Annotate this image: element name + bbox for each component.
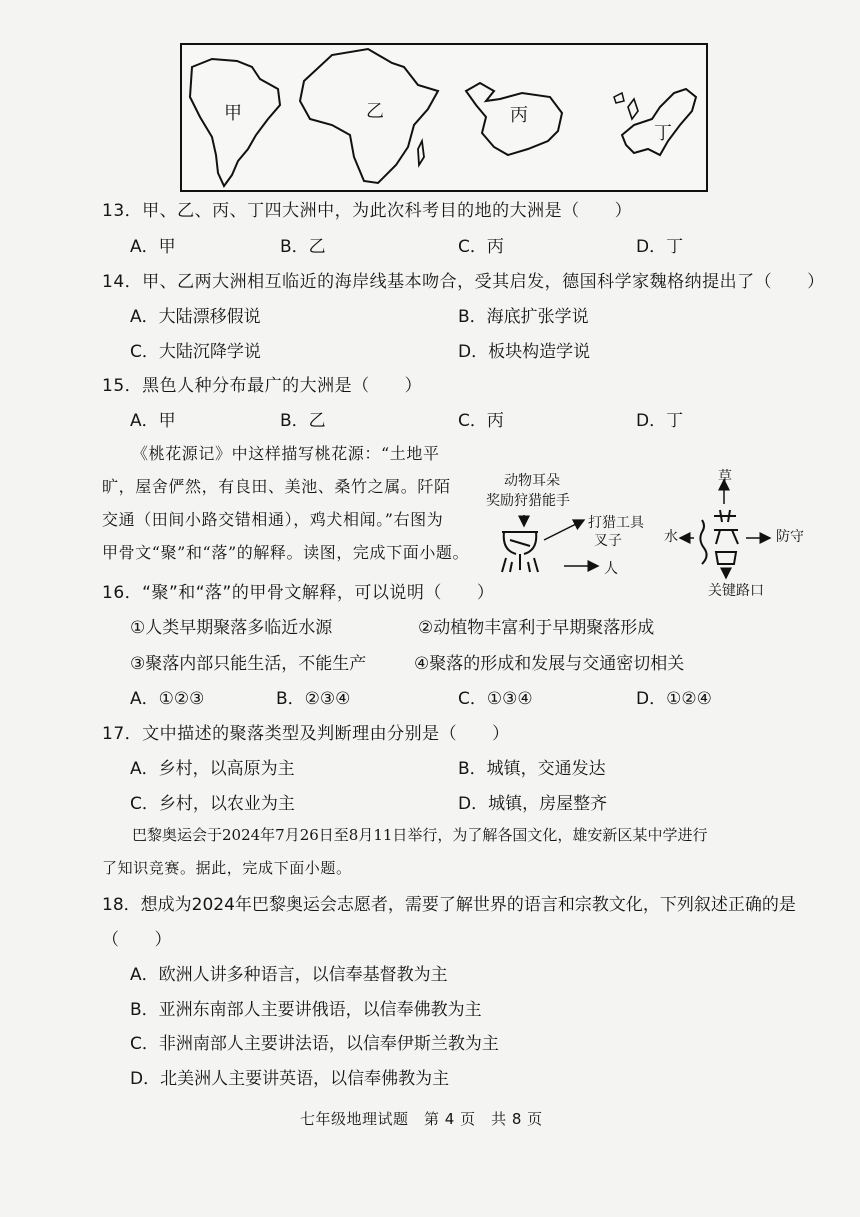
q14-option-a: A．大陆漂移假说 bbox=[130, 307, 261, 327]
q14-option-b: B．海底扩张学说 bbox=[458, 307, 589, 327]
passage2-line-1: 巴黎奥运会于2024年7月26日至8月11日举行，为了解各国文化，雄安新区某中学进行 bbox=[132, 826, 708, 844]
luo-glyph bbox=[700, 510, 738, 564]
page-footer: 七年级地理试题 第 4 页 共 8 页 bbox=[300, 1110, 543, 1128]
q13-option-d: D．丁 bbox=[636, 237, 684, 257]
fig-luo-road: 关键路口 bbox=[708, 583, 764, 599]
q15-option-c: C．丙 bbox=[458, 411, 504, 431]
q16-statement-2: ②动植物丰富利于早期聚落形成 bbox=[418, 618, 655, 638]
label-yi: 乙 bbox=[366, 101, 384, 122]
question-17-stem: 17．文中描述的聚落类型及判断理由分别是（ ） bbox=[102, 724, 510, 744]
ju-glyph bbox=[502, 532, 538, 572]
fig-luo-water: 水 bbox=[664, 529, 678, 545]
q16-option-a: A．①②③ bbox=[130, 689, 205, 709]
label-bing: 丙 bbox=[510, 105, 528, 126]
q18-option-c: C．非洲南部人主要讲法语，以信奉伊斯兰教为主 bbox=[130, 1034, 499, 1054]
passage1-line-4: 甲骨文“聚”和“落”的解释。读图，完成下面小题。 bbox=[102, 543, 470, 562]
question-18-paren: （ ） bbox=[102, 930, 172, 950]
q17-option-b: B．城镇，交通发达 bbox=[458, 759, 606, 779]
label-jia: 甲 bbox=[224, 103, 242, 124]
fig-luo-grass: 草 bbox=[718, 469, 732, 485]
q17-option-a: A．乡村，以高原为主 bbox=[130, 759, 295, 779]
question-15-stem: 15．黑色人种分布最广的大洲是（ ） bbox=[102, 376, 423, 396]
continent-map bbox=[180, 43, 708, 192]
question-18-stem: 18．想成为2024年巴黎奥运会志愿者，需要了解世界的语言和宗教文化，下列叙述正确的是 bbox=[102, 895, 796, 915]
q18-option-d: D．北美洲人主要讲英语，以信奉佛教为主 bbox=[130, 1069, 450, 1089]
q15-option-b: B．乙 bbox=[280, 411, 326, 431]
q17-option-d: D．城镇，房屋整齐 bbox=[458, 794, 608, 814]
q15-option-a: A．甲 bbox=[130, 411, 176, 431]
question-13-stem: 13．甲、乙、丙、丁四大洲中，为此次科考目的地的大洲是（ ） bbox=[102, 201, 633, 221]
passage2-line-2: 了知识竞赛。据此，完成下面小题。 bbox=[102, 859, 352, 877]
fig-ju-reward: 奖励狩猎能手 bbox=[486, 493, 570, 509]
passage1-line-2: 旷，屋舍俨然，有良田、美池、桑竹之属。阡陌 bbox=[102, 477, 451, 496]
madagascar-outline bbox=[418, 141, 424, 165]
fig-luo-defense: 防守 bbox=[776, 529, 804, 545]
q16-statement-4: ④聚落的形成和发展与交通密切相关 bbox=[414, 654, 685, 674]
q16-option-b: B．②③④ bbox=[276, 689, 351, 709]
q16-statement-1: ①人类早期聚落多临近水源 bbox=[130, 618, 333, 638]
passage1-line-3: 交通（田间小路交错相通），鸡犬相闻。”右图为 bbox=[102, 510, 444, 529]
q13-option-a: A．甲 bbox=[130, 237, 176, 257]
q18-option-b: B．亚洲东南部人主要讲俄语，以信奉佛教为主 bbox=[130, 1000, 482, 1020]
q15-option-d: D．丁 bbox=[636, 411, 684, 431]
question-16-stem: 16．“聚”和“落”的甲骨文解释，可以说明（ ） bbox=[102, 583, 495, 603]
continent-outlines bbox=[182, 45, 706, 190]
q16-option-d: D．①②④ bbox=[636, 689, 712, 709]
q13-option-c: C．丙 bbox=[458, 237, 504, 257]
q16-statement-3: ③聚落内部只能生活，不能生产 bbox=[130, 654, 367, 674]
fig-ju-tool: 打猎工具 bbox=[588, 515, 644, 531]
fig-ju-ears: 动物耳朵 bbox=[504, 473, 560, 489]
oracle-glyphs bbox=[480, 460, 820, 580]
q14-option-d: D．板块构造学说 bbox=[458, 342, 591, 362]
label-ding: 丁 bbox=[654, 123, 672, 144]
q14-option-c: C．大陆沉降学说 bbox=[130, 342, 261, 362]
question-14-stem: 14．甲、乙两大洲相互临近的海岸线基本吻合，受其启发，德国科学家魏格纳提出了（ ） bbox=[102, 272, 825, 292]
q16-option-c: C．①③④ bbox=[458, 689, 533, 709]
q13-option-b: B．乙 bbox=[280, 237, 326, 257]
iceland-outline bbox=[614, 93, 624, 103]
passage1-line-1: 《桃花源记》中这样描写桃花源：“土地平 bbox=[132, 444, 440, 463]
uk-outline bbox=[628, 99, 638, 119]
fig-ju-person: 人 bbox=[604, 561, 618, 577]
fig-ju-fork: 叉子 bbox=[594, 533, 622, 549]
q18-option-a: A．欧洲人讲多种语言，以信奉基督教为主 bbox=[130, 965, 448, 985]
q17-option-c: C．乡村，以农业为主 bbox=[130, 794, 295, 814]
